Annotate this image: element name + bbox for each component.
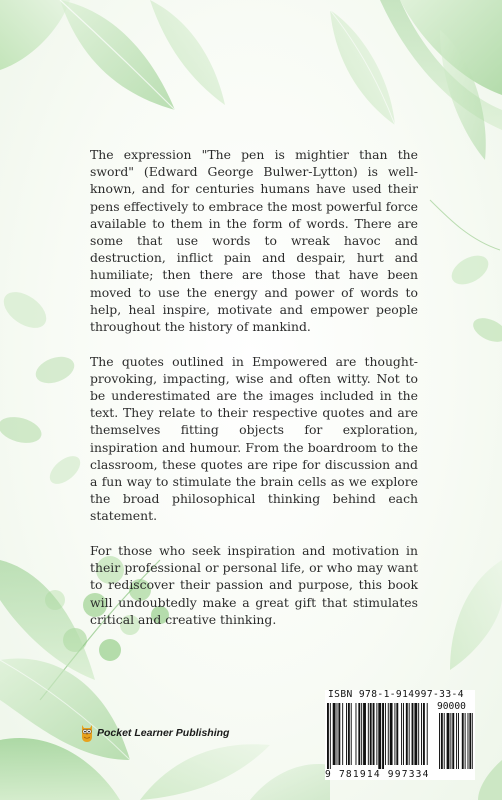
barcode-bar — [423, 703, 425, 765]
isbn-label: ISBN 978-1-914997-33-4 — [328, 689, 464, 700]
addon-bar — [462, 713, 464, 769]
barcode-bar — [427, 703, 428, 765]
blurb-paragraph: The expression "The pen is mightier than the sword" (Edward George Bulwer-Lytton) is well-known, and for centuries humans have used their pens effectively to embrace the most powerful force available to them in the form of words. There are some that use words to wreak havoc and destruction, inflict pain and despair, hurt and humiliate; then there are those that have been moved to use the energy and power of words to help, heal inspire, motivate and empower people throughout the history of mankind. — [90, 147, 418, 335]
barcode — [327, 701, 473, 771]
barcode-bar — [394, 703, 395, 765]
addon-bar — [450, 713, 451, 769]
blurb-paragraph: For those who seek inspiration and motivation in their professional or personal life, or who may want to rediscover their passion and purpose, this book will undoubtedly make a great gift that stimulates critical and creative thinking. — [90, 543, 418, 627]
barcode-bar — [378, 703, 381, 769]
barcode-bar — [418, 703, 419, 765]
addon-bar — [447, 713, 450, 769]
barcode-bar — [351, 703, 352, 765]
addon-bar — [456, 713, 457, 769]
addon-bar — [452, 713, 454, 769]
barcode-bar — [401, 703, 402, 765]
publisher-logo — [79, 723, 229, 743]
barcode-bar — [337, 703, 338, 765]
barcode-bar — [388, 703, 389, 765]
barcode-bar — [382, 703, 384, 769]
barcode-bar — [361, 703, 362, 765]
barcode-bar — [390, 703, 393, 765]
barcode-bar — [342, 703, 343, 765]
barcode-bar — [356, 703, 357, 765]
barcode-bar — [376, 703, 377, 765]
price-addon: 90000 — [437, 701, 466, 712]
blurb-text — [90, 146, 418, 645]
addon-bar — [465, 713, 466, 769]
barcode-bar — [406, 703, 408, 765]
addon-bar — [458, 713, 459, 769]
barcode-bar — [412, 703, 414, 765]
barcode-bar — [370, 703, 372, 765]
barcode-bar — [327, 703, 329, 769]
barcode-bar — [348, 703, 350, 765]
barcode-bar — [363, 703, 366, 765]
publisher-name: Pocket Learner Publishing — [97, 727, 230, 739]
barcode-bar — [414, 703, 417, 765]
barcode-bar — [330, 703, 331, 769]
barcode-bar — [358, 703, 360, 765]
barcode-bar — [338, 703, 340, 765]
addon-bar — [444, 713, 445, 769]
barcode-bar — [373, 703, 375, 765]
barcode-bar — [333, 703, 336, 765]
addon-bar — [472, 713, 473, 769]
blurb-paragraph: The quotes outlined in Empowered are thought-provoking, impacting, wise and often witty. Not to be underestimated are the images included in the text. They relate to their respective quotes and are themselves fitting objects for exploration, inspiration and humour. From the boardroom to the classroom, these quotes are ripe for discussion and a fun way to stimulate the brain cells as we explore the broad philosophical thinking behind each statement. — [90, 353, 418, 524]
addon-bar — [441, 713, 443, 769]
barcode-bar — [346, 703, 347, 765]
owl-icon — [79, 723, 95, 743]
barcode-bar — [385, 703, 386, 765]
barcode-bar — [396, 703, 398, 765]
barcode-bar — [403, 703, 404, 765]
addon-bar — [439, 713, 440, 769]
addon-bar — [468, 713, 469, 769]
barcode-bar — [421, 703, 422, 765]
barcode-bar — [409, 703, 410, 765]
ean-number: 9 781914 997334 — [325, 769, 430, 780]
addon-bar — [469, 713, 471, 769]
barcode-bar — [368, 703, 369, 765]
